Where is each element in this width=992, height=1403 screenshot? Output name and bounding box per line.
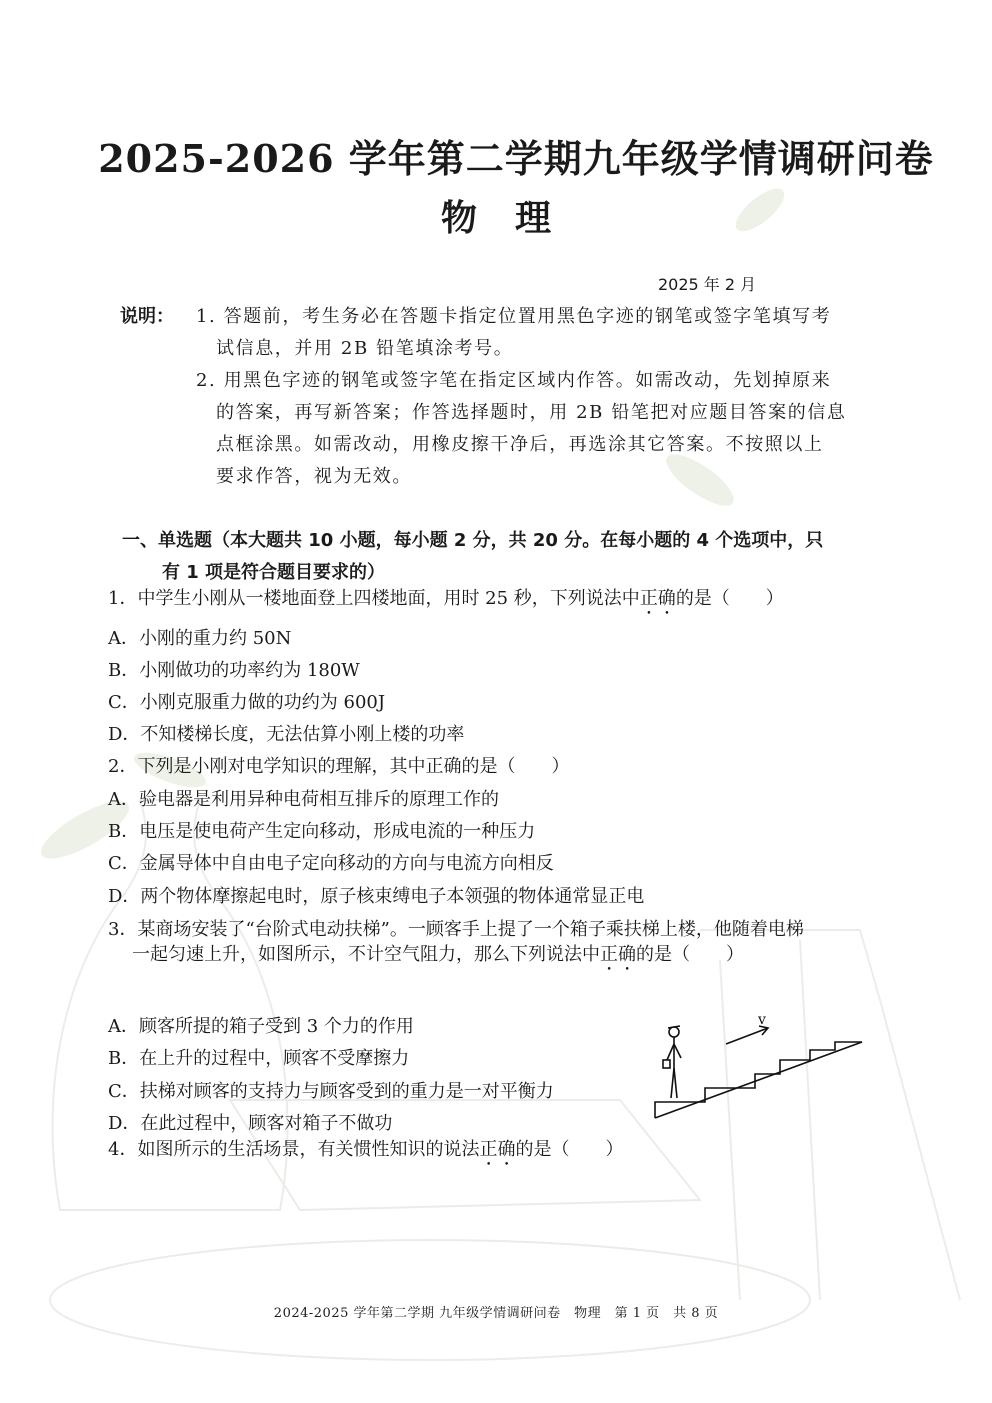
question-3-option-b: B．在上升的过程中，顾客不受摩擦力 xyxy=(108,1048,410,1069)
question-2-stem: 2．下列是小刚对电学知识的理解，其中正确的是（ ） xyxy=(108,756,570,777)
subject-title: 物理 xyxy=(440,197,589,239)
emphasis-correct: 正确 xyxy=(479,1139,516,1160)
instruction-line: 1. 答题前，考生务必在答题卡指定位置用黑色字迹的钢笔或签字笔填写考 xyxy=(196,306,832,327)
question-1-option-b: B．小刚做功的功率约为 180W xyxy=(108,660,360,681)
question-4-stem: 4．如图所示的生活场景，有关惯性知识的说法正确的是（ ） xyxy=(108,1139,624,1160)
question-2-option-a: A．验电器是利用异种电荷相互排斥的原理工作的 xyxy=(108,789,499,810)
velocity-arrow xyxy=(726,1028,768,1044)
question-2-option-b: B．电压是使电荷产生定向移动，形成电流的一种压力 xyxy=(108,821,536,842)
instructions-label: 说明： xyxy=(120,306,174,327)
person-hair xyxy=(668,1026,680,1028)
emphasis-correct: 正确 xyxy=(639,588,676,609)
box xyxy=(663,1060,670,1068)
velocity-label: v xyxy=(758,1012,766,1028)
instruction-line: 点框涂黑。如需改动，用橡皮擦干净后，再选涂其它答案。不按照以上 xyxy=(216,434,824,455)
instruction-line: 的答案，再写新答案；作答选择题时，用 2B 铅笔把对应题目答案的信息 xyxy=(216,402,847,423)
section-heading: 一、单选题（本大题共 10 小题，每小题 2 分，共 20 分。在每小题的 4 个选项中，只 xyxy=(122,530,824,551)
question-3-option-a: A．顾客所提的箱子受到 3 个力的作用 xyxy=(108,1016,414,1037)
instruction-line: 2. 用黑色字迹的钢笔或签字笔在指定区域内作答。如需改动，先划掉原来 xyxy=(196,370,832,391)
exam-title: 2025-2026 学年第二学期九年级学情调研问卷 xyxy=(98,136,934,181)
question-2-option-c: C．金属导体中自由电子定向移动的方向与电流方向相反 xyxy=(108,853,554,874)
question-1-option-c: C．小刚克服重力做的功约为 600J xyxy=(108,692,386,713)
emphasis-correct: 正确 xyxy=(600,944,636,965)
question-3-option-c: C．扶梯对顾客的支持力与顾客受到的重力是一对平衡力 xyxy=(108,1081,554,1102)
section-heading-cont: 有 1 项是符合题目要求的） xyxy=(162,562,386,583)
page-footer: 2024-2025 学年第二学期 九年级学情调研问卷 物理 第 1 页 共 8 页 xyxy=(273,1306,719,1321)
person-head xyxy=(669,1027,679,1037)
escalator-figure xyxy=(650,1010,865,1120)
question-1-option-d: D．不知楼梯长度，无法估算小刚上楼的功率 xyxy=(108,724,465,745)
question-3-stem: 3．某商场安装了“台阶式电动扶梯”。一顾客手上提了一个箱子乘扶梯上楼，他随着电梯 xyxy=(108,919,804,940)
exam-date: 2025 年 2 月 xyxy=(658,275,757,294)
question-3-stem-cont: 一起匀速上升，如图所示，不计空气阻力，那么下列说法中正确的是（ ） xyxy=(132,944,744,965)
instruction-line: 要求作答，视为无效。 xyxy=(216,466,412,487)
question-2-option-d: D．两个物体摩擦起电时，原子核束缚电子本领强的物体通常显正电 xyxy=(108,886,645,907)
question-1-stem: 1．中学生小刚从一楼地面登上四楼地面，用时 25 秒，下列说法中正确的是（ ） xyxy=(108,588,784,609)
instruction-line: 试信息，并用 2B 铅笔填涂考号。 xyxy=(216,338,514,359)
question-1-option-a: A．小刚的重力约 50N xyxy=(108,628,292,649)
escalator-incline xyxy=(655,1042,862,1118)
question-3-option-d: D．在此过程中，顾客对箱子不做功 xyxy=(108,1113,393,1134)
